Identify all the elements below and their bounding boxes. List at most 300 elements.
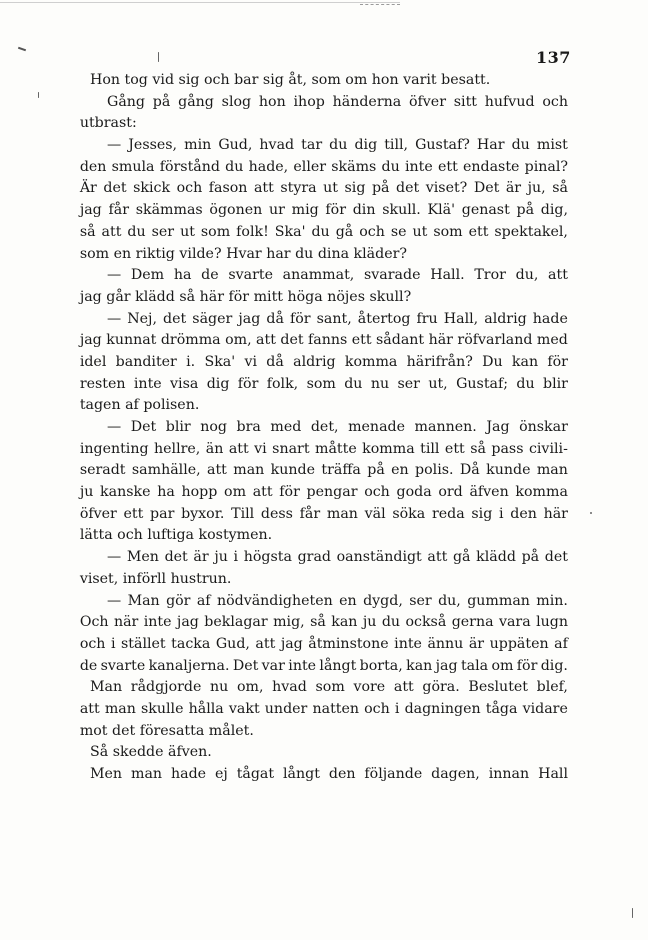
word: kanske bbox=[100, 484, 151, 501]
word: Hall bbox=[538, 766, 568, 782]
word: gerna bbox=[451, 614, 494, 631]
word: komma bbox=[515, 484, 568, 501]
text-line: viset, införll hustrun. bbox=[79, 570, 232, 587]
word: det, bbox=[310, 419, 339, 435]
word: slog bbox=[221, 93, 252, 110]
text-line bbox=[107, 591, 568, 613]
word: vore bbox=[353, 679, 386, 696]
word: och bbox=[359, 223, 385, 240]
word: dig. bbox=[540, 657, 568, 674]
text-line bbox=[90, 764, 568, 786]
word: ett bbox=[437, 158, 458, 175]
text-line bbox=[80, 200, 568, 222]
word: par bbox=[150, 505, 175, 522]
word: så bbox=[310, 614, 326, 631]
word: en bbox=[391, 462, 409, 479]
word: aldrig bbox=[293, 353, 336, 370]
word: som bbox=[433, 223, 463, 240]
word: komma bbox=[362, 440, 415, 457]
word: Gud, bbox=[215, 635, 250, 652]
word: folk! bbox=[236, 223, 269, 240]
word: grad bbox=[297, 549, 331, 566]
word: tacka bbox=[171, 635, 211, 652]
word: fru bbox=[416, 310, 438, 327]
word: det bbox=[164, 549, 188, 566]
word: inte bbox=[394, 635, 422, 652]
word: se bbox=[390, 223, 407, 240]
word: skämmas bbox=[135, 202, 203, 219]
word: ju bbox=[79, 484, 94, 501]
word: visa bbox=[170, 375, 199, 392]
word: — bbox=[107, 549, 122, 566]
word: polis. bbox=[415, 462, 454, 479]
word: öfver bbox=[408, 93, 446, 110]
word: byxor. bbox=[181, 505, 225, 522]
word: — bbox=[107, 592, 122, 609]
word: här bbox=[543, 505, 568, 522]
word: i. bbox=[186, 353, 196, 370]
word: Hall. bbox=[430, 267, 465, 284]
word: det bbox=[396, 180, 420, 197]
word: om, bbox=[225, 332, 252, 349]
word: och bbox=[364, 484, 390, 501]
word: af bbox=[554, 635, 568, 652]
word: ur bbox=[268, 202, 285, 219]
word: på bbox=[152, 93, 171, 110]
word: på bbox=[516, 202, 535, 219]
word: min bbox=[184, 137, 212, 154]
word: den bbox=[79, 158, 107, 175]
top-edge-dash bbox=[360, 4, 400, 5]
word: för bbox=[325, 202, 346, 219]
word: mist bbox=[536, 137, 568, 154]
word: tala bbox=[460, 657, 489, 674]
word: på bbox=[521, 549, 540, 566]
word: dagen, bbox=[431, 766, 480, 782]
word: Dem bbox=[130, 267, 165, 284]
word: också bbox=[405, 614, 447, 631]
word: vara bbox=[498, 614, 531, 631]
word: menade bbox=[348, 419, 406, 435]
word: sådant bbox=[376, 332, 425, 349]
word: ser bbox=[397, 375, 420, 392]
word: är bbox=[193, 549, 209, 566]
word: säger bbox=[192, 310, 233, 327]
word: nu bbox=[210, 679, 229, 696]
word: pengar bbox=[306, 484, 358, 501]
word: ord bbox=[438, 484, 463, 501]
text-line bbox=[80, 482, 568, 504]
word: man bbox=[326, 505, 358, 522]
word: det bbox=[544, 549, 568, 566]
word: min. bbox=[536, 592, 568, 609]
word: händerna bbox=[332, 93, 402, 110]
word: nödvändigheten bbox=[216, 592, 333, 609]
word: bra bbox=[236, 419, 261, 435]
text-line: utbrast: bbox=[79, 115, 137, 132]
margin-mark bbox=[18, 47, 26, 52]
word: med bbox=[536, 332, 568, 349]
word: att bbox=[228, 440, 249, 457]
word: jag bbox=[79, 202, 102, 219]
word: Jag bbox=[486, 419, 510, 435]
word: Då bbox=[459, 462, 480, 479]
word: på bbox=[367, 462, 385, 479]
word: ut bbox=[323, 180, 338, 197]
word: Hall, bbox=[443, 310, 479, 327]
word: aldrig bbox=[484, 310, 527, 327]
word: hufvud bbox=[484, 93, 535, 110]
word: att bbox=[256, 332, 276, 349]
text-line bbox=[80, 634, 568, 656]
word: hopp bbox=[181, 484, 218, 501]
word: jag bbox=[79, 332, 102, 349]
word: dess bbox=[260, 505, 293, 522]
word: hvad bbox=[272, 679, 307, 696]
word: du bbox=[344, 375, 363, 392]
word: civili- bbox=[528, 440, 568, 457]
word: du bbox=[311, 223, 330, 240]
word: man bbox=[104, 700, 136, 717]
word: Man bbox=[90, 679, 123, 696]
word: skull. bbox=[382, 202, 421, 219]
speck-left-2 bbox=[38, 92, 39, 98]
word: Gång bbox=[107, 93, 146, 110]
word: vi bbox=[254, 440, 267, 457]
text-line bbox=[80, 374, 568, 396]
word: hade, bbox=[248, 158, 289, 175]
word: sitt bbox=[453, 93, 477, 110]
word: sig bbox=[471, 505, 493, 522]
word: söka bbox=[392, 505, 426, 522]
word: Är bbox=[79, 180, 97, 197]
word: — bbox=[107, 310, 122, 327]
word: åtminstone bbox=[308, 635, 389, 652]
word: så bbox=[79, 223, 96, 240]
word: uppäten bbox=[489, 635, 549, 652]
word: du bbox=[516, 375, 535, 392]
word: beklagar bbox=[204, 614, 268, 631]
word: öfver bbox=[79, 505, 117, 522]
word: om, bbox=[236, 679, 264, 696]
word: hade bbox=[170, 766, 207, 782]
text-line bbox=[80, 460, 568, 482]
word: drömma bbox=[160, 332, 221, 349]
word: härifrån? bbox=[406, 353, 473, 370]
word: är bbox=[468, 635, 485, 652]
word: vi bbox=[244, 353, 257, 370]
word: ut, bbox=[428, 375, 448, 392]
word: fanns bbox=[308, 332, 348, 349]
word: oanständigt bbox=[336, 549, 422, 566]
word: dygd, bbox=[363, 592, 403, 609]
word: folk, bbox=[266, 375, 299, 392]
word: om bbox=[224, 484, 247, 501]
word: ser bbox=[409, 592, 432, 609]
word: göra. bbox=[422, 679, 460, 696]
word: spektakel, bbox=[494, 223, 568, 240]
word: för bbox=[289, 310, 311, 327]
text-line: Hon tog vid sig och bar sig åt, som om hon varit besatt. bbox=[90, 72, 491, 88]
word: kunnat bbox=[106, 332, 157, 349]
word: svarade bbox=[364, 267, 421, 284]
word: Nej, bbox=[127, 310, 157, 327]
word: af bbox=[196, 592, 211, 609]
text-line bbox=[107, 309, 568, 331]
word: får bbox=[108, 202, 129, 219]
word: önskar bbox=[519, 419, 568, 435]
word: innan bbox=[488, 766, 530, 782]
word: det bbox=[280, 332, 304, 349]
word: Klä' bbox=[427, 202, 456, 219]
top-edge-rule bbox=[0, 2, 400, 3]
word: lugn bbox=[536, 614, 568, 631]
word: med bbox=[270, 419, 302, 435]
word: i bbox=[233, 549, 239, 566]
word: du bbox=[381, 614, 401, 631]
word: klädd bbox=[476, 549, 516, 566]
word: gå bbox=[452, 549, 471, 566]
word: att bbox=[101, 223, 122, 240]
word: ha bbox=[157, 484, 175, 501]
word: Gustaf? bbox=[415, 137, 470, 154]
text-line bbox=[107, 135, 568, 157]
word: pass bbox=[491, 440, 524, 457]
word: äfven bbox=[469, 484, 509, 501]
text-line: jag går klädd så här för mitt höga nöjes skull? bbox=[79, 288, 412, 305]
word: väl bbox=[364, 505, 386, 522]
text-line bbox=[80, 178, 568, 200]
word: ej bbox=[214, 766, 228, 782]
word: inte bbox=[404, 158, 433, 175]
word: ögonen bbox=[209, 202, 263, 219]
word: de bbox=[79, 657, 98, 674]
word: som bbox=[315, 679, 345, 696]
word: träffa bbox=[321, 462, 361, 479]
word: du, bbox=[515, 267, 539, 284]
word: tåga bbox=[485, 700, 518, 717]
word: Det bbox=[130, 419, 157, 435]
word: viset? bbox=[425, 180, 468, 197]
word: ett bbox=[468, 223, 489, 240]
word: borta, bbox=[359, 657, 403, 674]
word: — bbox=[107, 419, 122, 435]
word: Och bbox=[79, 614, 109, 631]
word: inte bbox=[143, 614, 172, 631]
word: för bbox=[547, 353, 568, 370]
word: som bbox=[306, 375, 336, 392]
word: din bbox=[352, 202, 376, 219]
word: blir bbox=[165, 419, 191, 435]
word: att bbox=[548, 267, 568, 284]
word: Gustaf; bbox=[456, 375, 509, 392]
word: för bbox=[279, 484, 300, 501]
word: skulle bbox=[141, 700, 184, 717]
word: jag bbox=[238, 310, 261, 327]
word: idel bbox=[79, 353, 107, 370]
word: att bbox=[252, 484, 273, 501]
word: de bbox=[201, 267, 219, 284]
word: svarte bbox=[228, 267, 273, 284]
text-line bbox=[90, 677, 568, 699]
word: då bbox=[266, 353, 284, 370]
text-line bbox=[80, 504, 568, 526]
word: följande bbox=[364, 766, 423, 782]
word: man bbox=[130, 766, 163, 782]
word: Tror bbox=[474, 267, 506, 284]
text-line bbox=[107, 547, 568, 569]
word: att bbox=[207, 462, 227, 479]
text-line: tagen af polisen. bbox=[79, 397, 200, 414]
text-line bbox=[107, 417, 568, 439]
word: långt bbox=[319, 657, 357, 674]
word: kunde bbox=[270, 462, 316, 479]
word: endaste bbox=[462, 158, 520, 175]
word: kan bbox=[331, 614, 358, 631]
word: att bbox=[255, 635, 276, 652]
word: är bbox=[505, 180, 522, 197]
word: tar bbox=[301, 137, 323, 154]
word: jag bbox=[280, 635, 303, 652]
word: ju bbox=[362, 614, 377, 631]
word: smula bbox=[111, 158, 155, 175]
word: förstånd bbox=[159, 158, 220, 175]
word: så bbox=[470, 440, 486, 457]
word: än bbox=[205, 440, 224, 457]
word: Jesses, bbox=[128, 137, 178, 154]
word: banditer bbox=[115, 353, 177, 370]
word: du bbox=[511, 137, 530, 154]
word: dig bbox=[206, 375, 230, 392]
word: anammat, bbox=[282, 267, 355, 284]
word: Man bbox=[127, 592, 160, 609]
word: du bbox=[381, 158, 400, 175]
word: dig, bbox=[540, 202, 568, 219]
word: ut bbox=[180, 223, 195, 240]
word: komma bbox=[344, 353, 398, 370]
word: under bbox=[264, 700, 308, 717]
word: att bbox=[253, 180, 274, 197]
word: nog bbox=[200, 419, 227, 435]
text-line: som en riktig vilde? Hvar har du dina kläder? bbox=[79, 245, 408, 262]
word: vidare bbox=[522, 700, 568, 717]
word: dig bbox=[354, 137, 378, 154]
word: ha bbox=[173, 267, 192, 284]
word: att bbox=[393, 679, 414, 696]
word: rådgjorde bbox=[130, 679, 202, 696]
word: så bbox=[552, 180, 568, 197]
word: ut bbox=[412, 223, 428, 240]
word: Men bbox=[126, 549, 159, 566]
word: reda bbox=[431, 505, 465, 522]
word: hålla bbox=[188, 700, 224, 717]
word: i bbox=[110, 635, 116, 652]
word: och bbox=[79, 635, 106, 652]
word: Gud, bbox=[218, 137, 253, 154]
word: mig bbox=[291, 202, 319, 219]
word: och bbox=[364, 700, 390, 717]
word: för bbox=[516, 657, 538, 674]
word: blef, bbox=[536, 679, 568, 696]
word: du bbox=[225, 158, 244, 175]
word: ett bbox=[444, 440, 465, 457]
word: var bbox=[261, 657, 285, 674]
word: seradt bbox=[79, 462, 126, 479]
text-line bbox=[80, 612, 568, 634]
word: — bbox=[107, 267, 122, 284]
word: återtog bbox=[357, 310, 411, 327]
word: gör bbox=[166, 592, 191, 609]
word: inte bbox=[288, 657, 317, 674]
word: hellre, bbox=[154, 440, 201, 457]
text-line: Så skedde äfven. bbox=[90, 744, 212, 761]
word: till, bbox=[384, 137, 409, 154]
word: ju, bbox=[527, 180, 546, 197]
word: Har bbox=[476, 137, 505, 154]
word: Det bbox=[232, 657, 259, 674]
word: mig, bbox=[273, 614, 305, 631]
word: röfvarland bbox=[457, 332, 533, 349]
word: inte bbox=[133, 375, 162, 392]
word: blir bbox=[543, 375, 568, 392]
word: Ska' bbox=[204, 353, 236, 370]
word: Det bbox=[473, 180, 500, 197]
word: kanaljerna. bbox=[148, 657, 230, 674]
word: Men bbox=[90, 766, 123, 782]
speck-left bbox=[158, 52, 159, 62]
speck-bottom-right bbox=[632, 908, 633, 918]
word: ännu bbox=[427, 635, 464, 652]
word: en bbox=[339, 592, 357, 609]
word: här bbox=[428, 332, 453, 349]
word: måtte bbox=[315, 440, 357, 457]
word: hon bbox=[258, 93, 286, 110]
word: fason bbox=[208, 180, 248, 197]
word: långt bbox=[283, 766, 320, 782]
word: på bbox=[371, 180, 390, 197]
word: Du bbox=[482, 353, 503, 370]
word: sig bbox=[344, 180, 366, 197]
word: genast bbox=[461, 202, 510, 219]
word: sant, bbox=[316, 310, 352, 327]
text-line bbox=[80, 699, 568, 721]
word: stället bbox=[121, 635, 166, 652]
word: det bbox=[103, 180, 127, 197]
word: ingenting bbox=[79, 440, 149, 457]
word: jag bbox=[176, 614, 199, 631]
word: jag bbox=[435, 657, 458, 674]
word: då bbox=[266, 310, 284, 327]
word: i bbox=[394, 700, 400, 717]
word: och bbox=[176, 180, 203, 197]
word: — bbox=[107, 137, 122, 154]
word: ju bbox=[214, 549, 228, 566]
word: man bbox=[233, 462, 265, 479]
word: den bbox=[328, 766, 356, 782]
word: du bbox=[329, 137, 348, 154]
word: eller bbox=[293, 158, 327, 175]
word: högsta bbox=[243, 549, 292, 566]
text-line: mot det föresatta målet. bbox=[79, 722, 254, 739]
text-line bbox=[80, 656, 568, 678]
word: som bbox=[200, 223, 231, 240]
word: i bbox=[498, 505, 504, 522]
word: till bbox=[420, 440, 440, 457]
text-line bbox=[80, 157, 568, 179]
word: pinal? bbox=[524, 158, 568, 175]
word: att bbox=[79, 700, 100, 717]
word: gumman bbox=[467, 592, 530, 609]
